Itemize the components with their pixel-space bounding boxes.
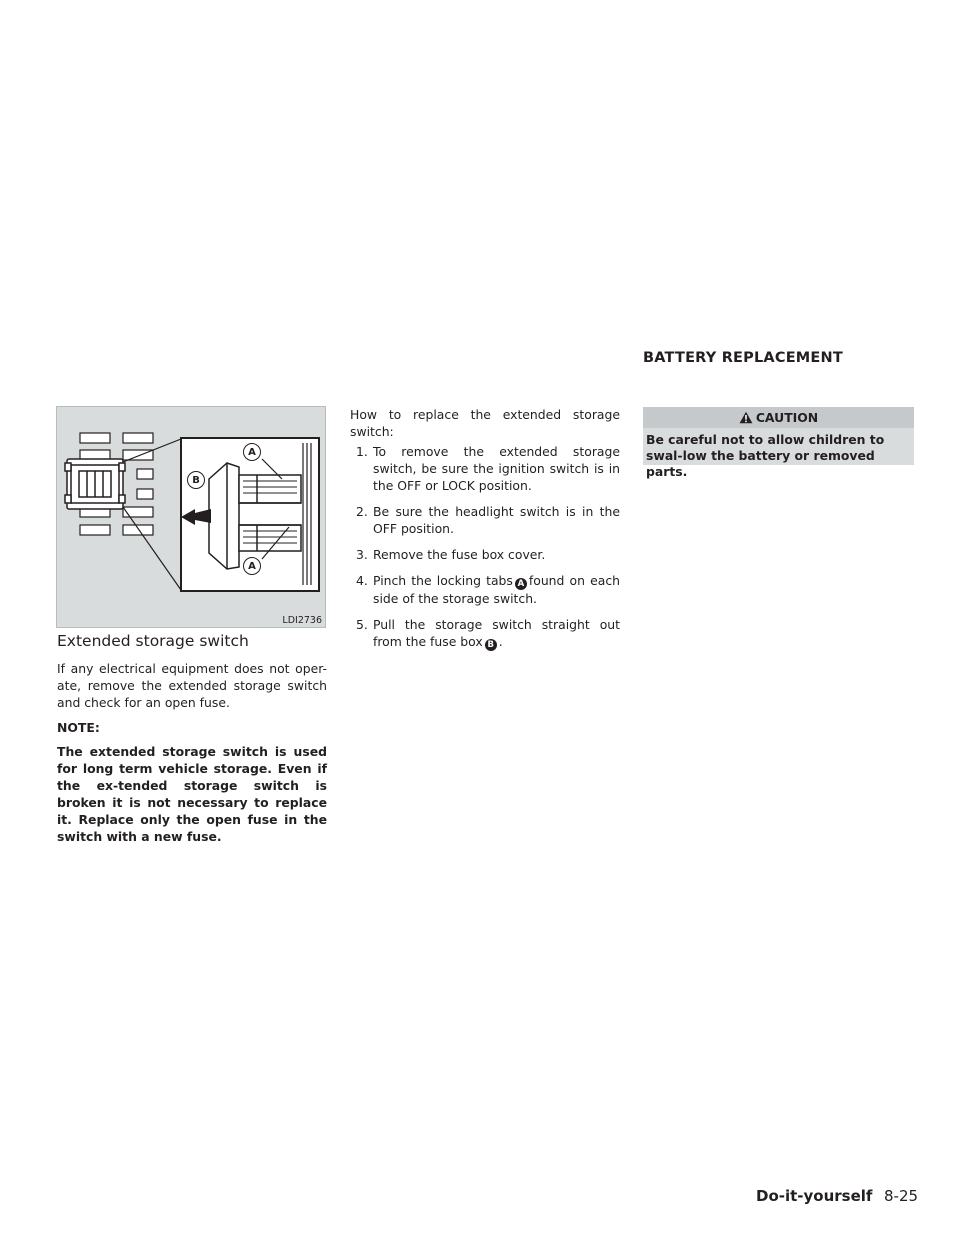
figure-code: LDI2736 bbox=[282, 615, 322, 626]
step-number: 2. bbox=[356, 504, 368, 519]
caution-box bbox=[643, 407, 914, 479]
step-text: To remove the extended storage switch, be sure the ignition switch is in the OFF or LOCK position. bbox=[373, 444, 620, 493]
step-number: 3. bbox=[356, 547, 368, 562]
footer-section-name: Do-it-yourself bbox=[756, 1187, 873, 1205]
step-number: 1. bbox=[356, 444, 368, 459]
step-text: Pinch the locking tabs bbox=[373, 573, 513, 588]
callout-a-bottom: A bbox=[243, 557, 261, 575]
caution-header bbox=[643, 407, 914, 428]
step-text: Pull the storage switch straight out from the fuse box bbox=[373, 617, 620, 649]
step-text-after: found on each side of the storage switch. bbox=[373, 573, 620, 606]
caution-title: CAUTION bbox=[755, 410, 819, 425]
step-text: Remove the fuse box cover. bbox=[373, 547, 546, 562]
step-text-after: . bbox=[498, 634, 503, 649]
marker-b-icon: B bbox=[485, 639, 497, 651]
step-1 bbox=[350, 443, 620, 494]
step-number: 4. bbox=[356, 573, 368, 588]
intro-paragraph: If any electrical equipment does not oper-ate, remove the extended storage switch and check for an open fuse. bbox=[57, 661, 327, 710]
steps-list bbox=[350, 443, 620, 660]
step-3 bbox=[350, 546, 620, 563]
fuse-box-illustration bbox=[57, 407, 327, 629]
step-5 bbox=[350, 616, 620, 651]
steps-intro: How to replace the extended storage switch: bbox=[350, 407, 620, 439]
callout-a-top: A bbox=[243, 443, 261, 461]
caution-text: Be careful not to allow children to swal-low the battery or removed parts. bbox=[646, 432, 885, 479]
step-text: Be sure the headlight switch is in the OFF position. bbox=[373, 504, 620, 536]
step-number: 5. bbox=[356, 617, 368, 632]
callout-b: B bbox=[187, 471, 205, 489]
step-4 bbox=[350, 572, 620, 607]
note-label: NOTE: bbox=[57, 720, 100, 735]
marker-a-icon: A bbox=[515, 578, 527, 590]
note-text: The extended storage switch is used for long term vehicle storage. Even if the ex-tended storage switch is broken it is not necessary to replace it. Replace only the open fuse in the switch with a new fuse. bbox=[57, 744, 327, 844]
footer-page-number: 8-25 bbox=[884, 1187, 919, 1205]
fuse-box-figure bbox=[56, 406, 326, 628]
warning-triangle-icon bbox=[739, 411, 753, 424]
section-heading: BATTERY REPLACEMENT bbox=[643, 350, 843, 366]
step-2 bbox=[350, 503, 620, 537]
caption-heading: Extended storage switch bbox=[57, 632, 249, 650]
